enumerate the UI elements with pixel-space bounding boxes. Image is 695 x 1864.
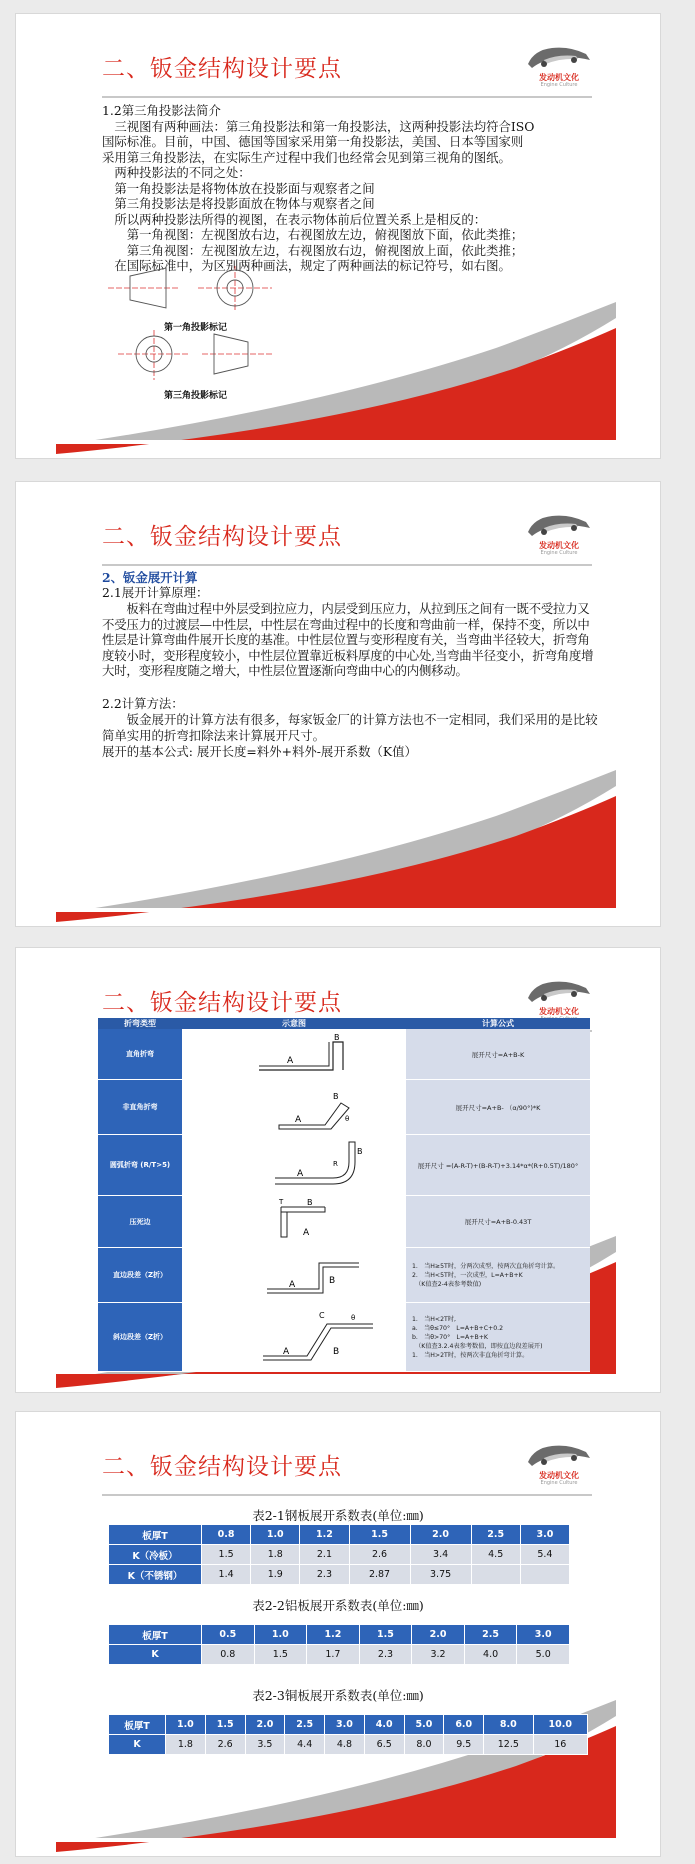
subsection-2-2: 2.2计算方法： bbox=[102, 696, 184, 711]
thickness-header: 2.5 bbox=[471, 1525, 520, 1545]
k-value-cell: 2.6 bbox=[349, 1545, 410, 1565]
hem-bend-diagram bbox=[182, 1196, 406, 1248]
steel-table-title: 表2-1钢板展开系数表(单位:㎜) bbox=[252, 1508, 424, 1523]
logo-sub: Engine Culture bbox=[540, 1480, 578, 1486]
text-line: 两种投影法的不同之处： bbox=[102, 165, 251, 180]
thickness-header: 1.0 bbox=[166, 1715, 206, 1735]
aluminum-k-table bbox=[108, 1624, 570, 1665]
formula: 展开尺寸=A+B-K bbox=[406, 1029, 590, 1080]
thickness-header: 5.0 bbox=[404, 1715, 444, 1735]
logo-name: 发动机文化 bbox=[539, 541, 579, 550]
arc-bend-diagram bbox=[182, 1135, 406, 1196]
k-value-cell: 6.5 bbox=[364, 1735, 404, 1755]
row-label: K（不锈钢） bbox=[109, 1565, 202, 1585]
text-line: 第一角视图：左视图放右边，右视图放左边，俯视图放下面，依此类推； bbox=[102, 227, 524, 242]
table-row bbox=[98, 1029, 590, 1080]
k-value-cell: 4.4 bbox=[285, 1735, 325, 1755]
table-row bbox=[98, 1303, 590, 1372]
header-diagram: 示意图 bbox=[182, 1018, 406, 1029]
note-item: （K值查2-4表参考数值) bbox=[412, 1280, 482, 1288]
k-value-cell: 2.3 bbox=[300, 1565, 349, 1585]
title-rule bbox=[102, 96, 592, 98]
slide-1 bbox=[16, 14, 660, 458]
z-bend-notes bbox=[406, 1248, 590, 1303]
logo-name: 发动机文化 bbox=[539, 1471, 579, 1480]
svg-text:A: A bbox=[297, 1169, 304, 1179]
text-line: 国际标准。目前，中国、德国等国家采用第一角投影法，美国、日本等国家则 bbox=[102, 134, 524, 149]
car-logo-icon bbox=[524, 1438, 594, 1470]
svg-text:θ: θ bbox=[351, 1314, 356, 1322]
thickness-header: 1.0 bbox=[251, 1525, 300, 1545]
svg-text:R: R bbox=[333, 1160, 338, 1168]
note-item: 1. 当H>2T时，按两次非直角折弯计算。 bbox=[412, 1351, 529, 1359]
note-item: b. 当θ>70° L=A+B+K bbox=[412, 1333, 488, 1341]
text-line: 第三角投影法是将投影面放在物体与观察者之间 bbox=[102, 196, 375, 211]
svg-text:B: B bbox=[334, 1033, 340, 1042]
svg-text:θ: θ bbox=[345, 1115, 350, 1123]
car-logo-icon bbox=[524, 974, 594, 1006]
slide-title: 二、钣金结构设计要点 bbox=[102, 524, 342, 550]
thickness-header: 4.0 bbox=[364, 1715, 404, 1735]
slide-title: 二、钣金结构设计要点 bbox=[102, 1454, 342, 1480]
k-value-cell: 12.5 bbox=[484, 1735, 533, 1755]
right-angle-bend-diagram bbox=[182, 1029, 406, 1080]
logo bbox=[524, 974, 594, 1022]
slide-2 bbox=[16, 482, 660, 926]
bend-type: 压死边 bbox=[98, 1196, 182, 1248]
thickness-header: 2.5 bbox=[464, 1625, 517, 1645]
thickness-header: 3.0 bbox=[520, 1525, 569, 1545]
thickness-header: 2.5 bbox=[285, 1715, 325, 1735]
k-value-cell: 2.1 bbox=[300, 1545, 349, 1565]
table-row bbox=[98, 1080, 590, 1135]
thickness-header: 10.0 bbox=[533, 1715, 588, 1735]
steel-k-table bbox=[108, 1524, 570, 1585]
table-row bbox=[98, 1196, 590, 1248]
formula: 展开尺寸=A+B-0.43T bbox=[406, 1196, 590, 1248]
svg-text:B: B bbox=[307, 1198, 313, 1207]
k-value-cell: 3.2 bbox=[412, 1645, 465, 1665]
text-line: 采用第三角投影法，在实际生产过程中我们也经常会见到第三视角的图纸。 bbox=[102, 149, 511, 165]
svg-text:A: A bbox=[295, 1115, 302, 1125]
thickness-header: 6.0 bbox=[444, 1715, 484, 1735]
row-label: K bbox=[109, 1645, 202, 1665]
text-line: 在国际标准中，为区别两种画法，规定了两种画法的标记符号，如右图。 bbox=[102, 258, 511, 273]
table-row bbox=[109, 1645, 570, 1665]
k-value-cell: 4.8 bbox=[325, 1735, 365, 1755]
car-logo-icon bbox=[524, 508, 594, 540]
svg-text:B: B bbox=[333, 1347, 340, 1357]
logo bbox=[524, 40, 594, 88]
basic-formula: 展开的基本公式: 展开长度=料外+料外-展开系数（K值） bbox=[102, 744, 417, 759]
method-paragraph: 钣金展开的计算方法有很多，每家钣金厂的计算方法也不一定相同，我们采用的是比较简单实用的折弯扣除法来计算展开尺寸。 bbox=[102, 712, 598, 743]
k-value-cell: 1.4 bbox=[202, 1565, 251, 1585]
k-value-cell: 1.9 bbox=[251, 1565, 300, 1585]
copper-k-table bbox=[108, 1714, 588, 1755]
row-label: 板厚T bbox=[109, 1625, 202, 1645]
slide-title: 二、钣金结构设计要点 bbox=[102, 56, 342, 82]
svg-text:B: B bbox=[329, 1276, 336, 1286]
oblique-z-bend-notes bbox=[406, 1303, 590, 1372]
table-header-row bbox=[98, 1018, 590, 1029]
text-line: 三视图有两种画法：第三角投影法和第一角投影法，这两种投影法均符合ISO bbox=[102, 118, 535, 134]
k-value-cell: 4.5 bbox=[471, 1545, 520, 1565]
decorative-wave-icon bbox=[16, 1686, 660, 1856]
thickness-header: 8.0 bbox=[484, 1715, 533, 1735]
title-rule bbox=[102, 564, 592, 566]
caption-first-angle: 第一角投影标记 bbox=[164, 323, 228, 333]
row-label: K bbox=[109, 1735, 166, 1755]
k-value-cell: 16 bbox=[533, 1735, 588, 1755]
text-line: 1.2第三角投影法简介 bbox=[102, 103, 221, 118]
svg-text:A: A bbox=[303, 1228, 310, 1238]
text-line: 第一角投影法是将物体放在投影面与观察者之间 bbox=[102, 180, 375, 196]
table-row bbox=[98, 1135, 590, 1196]
non-right-angle-bend-diagram bbox=[182, 1080, 406, 1135]
formula: 展开尺寸=A+B- （α/90°)*K bbox=[406, 1080, 590, 1135]
caption-third-angle: 第三角投影标记 bbox=[164, 391, 228, 401]
thickness-header: 3.0 bbox=[325, 1715, 365, 1735]
k-value-cell: 5.4 bbox=[520, 1545, 569, 1565]
svg-text:A: A bbox=[287, 1056, 294, 1066]
thickness-header: 1.2 bbox=[307, 1625, 360, 1645]
row-label: 板厚T bbox=[109, 1525, 202, 1545]
k-value-cell: 5.0 bbox=[517, 1645, 570, 1665]
formula: 展开尺寸 =(A-R-T)+(B-R-T)+3.14*α*(R+0.5T)/180° bbox=[406, 1135, 590, 1196]
k-value-cell: 1.5 bbox=[254, 1645, 307, 1665]
thickness-header: 2.0 bbox=[245, 1715, 285, 1735]
k-value-cell: 2.87 bbox=[349, 1565, 410, 1585]
thickness-header: 1.2 bbox=[300, 1525, 349, 1545]
logo-sub: Engine Culture bbox=[540, 550, 578, 556]
header-bend-type: 折弯类型 bbox=[98, 1018, 182, 1029]
principle-paragraph: 板料在弯曲过程中外层受到拉应力，内层受到压应力，从拉到压之间有一既不受拉力又不受压力的过渡层—中性层，中性层在弯曲过程中的长度和弯曲前一样，保持不变，所以中性层是计算弯曲件展开长度的基准。中性层位置与变形程度有关，当弯曲半径较大，折弯角度较小时，变形程度较小，中性层位置靠近板料厚度的中心处,当弯曲半径变小，折弯角度增大时，变形程度随之增大，中性层位置逐渐向弯曲中心的内侧移动。 bbox=[102, 601, 594, 679]
table-header-row bbox=[109, 1525, 570, 1545]
note-item: （K值查3.2.4表参考数值，即按直边段差展开) bbox=[412, 1342, 543, 1350]
svg-text:A: A bbox=[289, 1280, 296, 1290]
subsection-2-1: 2.1展开计算原理： bbox=[102, 585, 209, 600]
note-item: 1. 当H<2T时, bbox=[412, 1315, 456, 1323]
k-value-cell: 0.8 bbox=[202, 1645, 255, 1665]
thickness-header: 2.0 bbox=[410, 1525, 471, 1545]
logo-sub: Engine Culture bbox=[540, 82, 578, 88]
svg-text:B: B bbox=[357, 1147, 363, 1156]
bend-type: 圆弧折弯 (R/T>5) bbox=[98, 1135, 182, 1196]
text-line: 所以两种投影法所得的视图，在表示物体前后位置关系上是相反的： bbox=[102, 211, 487, 227]
thickness-header: 1.5 bbox=[349, 1525, 410, 1545]
note-item: a. 当θ≤70° L=A+B+C+0.2 bbox=[412, 1324, 504, 1332]
table-header-row bbox=[109, 1625, 570, 1645]
table-row bbox=[109, 1735, 588, 1755]
thickness-header: 1.0 bbox=[254, 1625, 307, 1645]
logo-name: 发动机文化 bbox=[539, 73, 579, 82]
bend-type: 直边段差（Z折） bbox=[98, 1248, 182, 1303]
bend-type: 非直角折弯 bbox=[98, 1080, 182, 1135]
thickness-header: 0.5 bbox=[202, 1625, 255, 1645]
thickness-header: 1.5 bbox=[205, 1715, 245, 1735]
table-header-row bbox=[109, 1715, 588, 1735]
k-value-cell: 2.3 bbox=[359, 1645, 412, 1665]
row-label: 板厚T bbox=[109, 1715, 166, 1735]
note-item: 1. 当H≥5T时，分两次成型，按两次直角折弯计算。 bbox=[412, 1262, 560, 1270]
logo bbox=[524, 1438, 594, 1486]
bend-type-table bbox=[98, 1018, 590, 1372]
k-value-cell: 9.5 bbox=[444, 1735, 484, 1755]
z-bend-oblique-diagram bbox=[182, 1303, 406, 1372]
k-value-cell: 2.6 bbox=[205, 1735, 245, 1755]
k-value-cell: 8.0 bbox=[404, 1735, 444, 1755]
k-value-cell bbox=[471, 1565, 520, 1585]
svg-text:C: C bbox=[319, 1311, 325, 1320]
k-value-cell bbox=[520, 1565, 569, 1585]
k-value-cell: 3.5 bbox=[245, 1735, 285, 1755]
aluminum-table-title: 表2-2铝板展开系数表(单位:㎜) bbox=[252, 1598, 424, 1613]
row-label: K（冷板） bbox=[109, 1545, 202, 1565]
slide-3 bbox=[16, 948, 660, 1392]
thickness-header: 3.0 bbox=[517, 1625, 570, 1645]
z-bend-straight-diagram bbox=[182, 1248, 406, 1303]
text-line: 第三角视图：左视图放左边，右视图放右边，俯视图放上面，依此类推； bbox=[102, 242, 524, 258]
title-rule bbox=[102, 1494, 592, 1496]
bend-type: 直角折弯 bbox=[98, 1029, 182, 1080]
slide-4 bbox=[16, 1412, 660, 1856]
thickness-header: 1.5 bbox=[359, 1625, 412, 1645]
section-heading: 2、钣金展开计算 bbox=[102, 570, 198, 585]
logo bbox=[524, 508, 594, 556]
thickness-header: 0.8 bbox=[202, 1525, 251, 1545]
svg-text:T: T bbox=[279, 1198, 284, 1206]
slide-title: 二、钣金结构设计要点 bbox=[102, 990, 342, 1016]
copper-table-title: 表2-3铜板展开系数表(单位:㎜) bbox=[252, 1688, 424, 1703]
k-value-cell: 3.75 bbox=[410, 1565, 471, 1585]
table-row bbox=[98, 1248, 590, 1303]
svg-text:B: B bbox=[333, 1092, 339, 1101]
k-value-cell: 4.0 bbox=[464, 1645, 517, 1665]
car-logo-icon bbox=[524, 40, 594, 72]
k-value-cell: 1.8 bbox=[251, 1545, 300, 1565]
k-value-cell: 3.4 bbox=[410, 1545, 471, 1565]
k-value-cell: 1.5 bbox=[202, 1545, 251, 1565]
table-row bbox=[109, 1545, 570, 1565]
k-value-cell: 1.7 bbox=[307, 1645, 360, 1665]
svg-text:A: A bbox=[283, 1347, 290, 1357]
k-value-cell: 1.8 bbox=[166, 1735, 206, 1755]
decorative-wave-icon bbox=[16, 288, 660, 458]
header-formula: 计算公式 bbox=[406, 1018, 590, 1029]
table-row bbox=[109, 1565, 570, 1585]
logo-name: 发动机文化 bbox=[539, 1007, 579, 1016]
note-item: 2. 当H<5T时，一次成型，L=A+B+K bbox=[412, 1271, 523, 1279]
bend-type: 斜边段差（Z折） bbox=[98, 1303, 182, 1372]
decorative-wave-icon bbox=[16, 756, 660, 926]
thickness-header: 2.0 bbox=[412, 1625, 465, 1645]
